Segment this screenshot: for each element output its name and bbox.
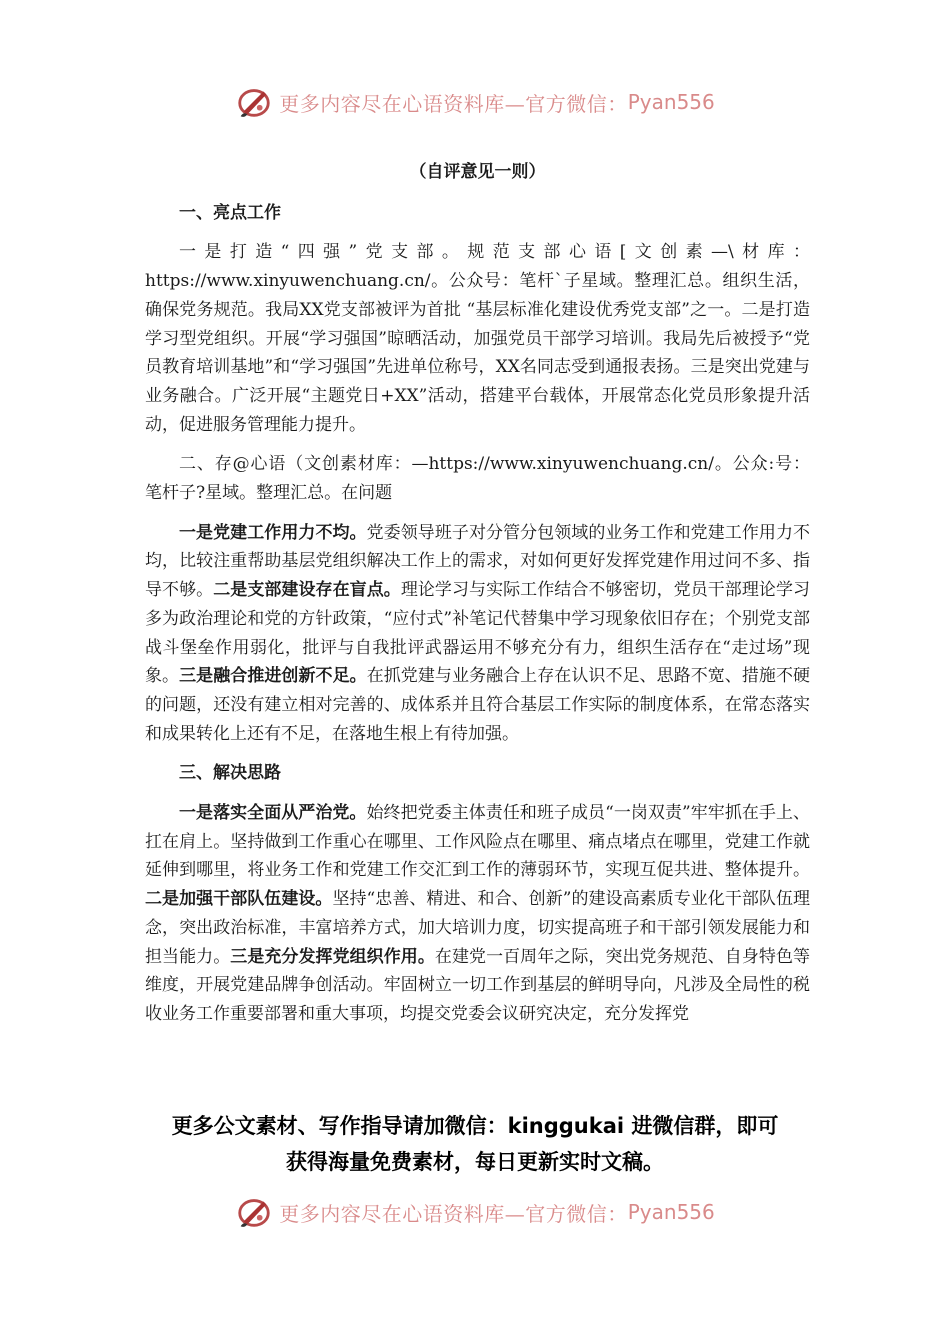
section-3-paragraph bbox=[145, 799, 810, 1029]
solution-1-text: 始终把党委主体责任和班子成员“一岗双责”牢牢抓在手上、扛在肩上。坚持做到工作重心在哪里、工作风险点在哪里、痛点堵点在哪里，党建工作就延伸到哪里，将业务工作和党建工作交汇到工作的薄弱环节，实现互促共进、整体提升。 bbox=[145, 803, 810, 881]
brush-logo-icon bbox=[235, 83, 273, 121]
solution-3-bold: 三是充分发挥党组织作用。 bbox=[230, 946, 435, 967]
point-3-text: 在抓党建与业务融合上存在认识不足、思路不宽、措施不硬的问题，还没有建立相对完善的、成体系并且符合基层工作实际的制度体系，在常态落实和成果转化上还有不足，在落地生根上有待加强。 bbox=[145, 666, 811, 744]
banner-text: 更多内容尽在心语资料库—官方微信： bbox=[279, 1201, 628, 1226]
solution-2-bold: 二是加强干部队伍建设。 bbox=[145, 889, 333, 910]
solution-1-bold: 一是落实全面从严治党。 bbox=[179, 803, 367, 824]
brush-logo-icon bbox=[235, 1193, 273, 1231]
solution-2-text: 坚持“忠善、精进、和合、创新”的建设高素质专业化干部队伍理念，突出政治标准，丰富培养方式，加大培训力度，切实提高班子和干部引领发展能力和担当能力。 bbox=[145, 889, 811, 967]
footer-promo bbox=[0, 1108, 950, 1180]
point-2-bold: 二是支部建设存在盲点。 bbox=[213, 580, 401, 601]
point-1-bold: 一是党建工作用力不均。 bbox=[179, 522, 367, 543]
section-2-heading: 二、存@心语（文创素材库：—https://www.xinyuwenchuang.cn/。公众:号：笔杆子?星域。整理汇总。在问题 bbox=[145, 454, 810, 504]
document-body bbox=[145, 158, 810, 1040]
point-2-text: 理论学习与实际工作结合不够密切，党员干部理论学习多为政治理论和党的方针政策，“应付式”补笔记代替集中学习现象依旧存在；个别党支部战斗堡垒作用弱化，批评与自我批评武器运用不够充分有力，组织生活存在“走过场”现象。 bbox=[145, 580, 811, 687]
header-watermark-banner bbox=[0, 80, 950, 124]
section-3-heading: 三、解决思路 bbox=[179, 763, 281, 784]
footer-watermark-banner bbox=[0, 1190, 950, 1234]
section-1-heading: 一、亮点工作 bbox=[179, 202, 281, 223]
banner-wechat-id: Pyan556 bbox=[627, 90, 715, 114]
point-3-bold: 三是融合推进创新不足。 bbox=[179, 666, 367, 687]
point-1-text: 党委领导班子对分管分包领域的业务工作和党建工作用力不均，比较注重帮助基层党组织解决工作上的需求，对如何更好发挥党建作用过问不多、指导不够。 bbox=[145, 522, 811, 601]
document-title: （自评意见一则） bbox=[409, 162, 546, 182]
section-2-paragraph bbox=[145, 519, 810, 749]
footer-line-2: 获得海量免费素材，每日更新实时文稿。 bbox=[286, 1150, 664, 1174]
banner-wechat-id: Pyan556 bbox=[627, 1200, 715, 1224]
section-1-paragraph: 一是打造“四强”党支部。规范支部心语[文创素—\材库：https://www.xinyuwenchuang.cn/。公众号：笔杆`子星域。整理汇总。组织生活，确保党务规范。我局XX党支部被评为首批 “基层标准化建设优秀党支部”之一。二是打造学习型党组织。开展“学习强国”晾晒活动，加强党员干部学习培训。我局先后被授予“党员教育培训基地”和“学习强国”先进单位称号，XX名同志受到通报表扬。三是突出党建与业务融合。广泛开展“主题党日+XX”活动，搭建平台载体，开展常态化党员形象提升活动，促进服务管理能力提升。 bbox=[145, 242, 810, 435]
solution-3-text: 在建党一百周年之际，突出党务规范、自身特色等维度，开展党建品牌争创活动。牢固树立一切工作到基层的鲜明导向，凡涉及全局性的税收业务工作重要部署和重大事项，均提交党委会议研究决定，充分发挥党 bbox=[145, 946, 811, 1024]
footer-line-1: 更多公文素材、写作指导请加微信：kinggukai 进微信群，即可 bbox=[171, 1114, 779, 1138]
banner-text: 更多内容尽在心语资料库—官方微信： bbox=[279, 91, 628, 116]
